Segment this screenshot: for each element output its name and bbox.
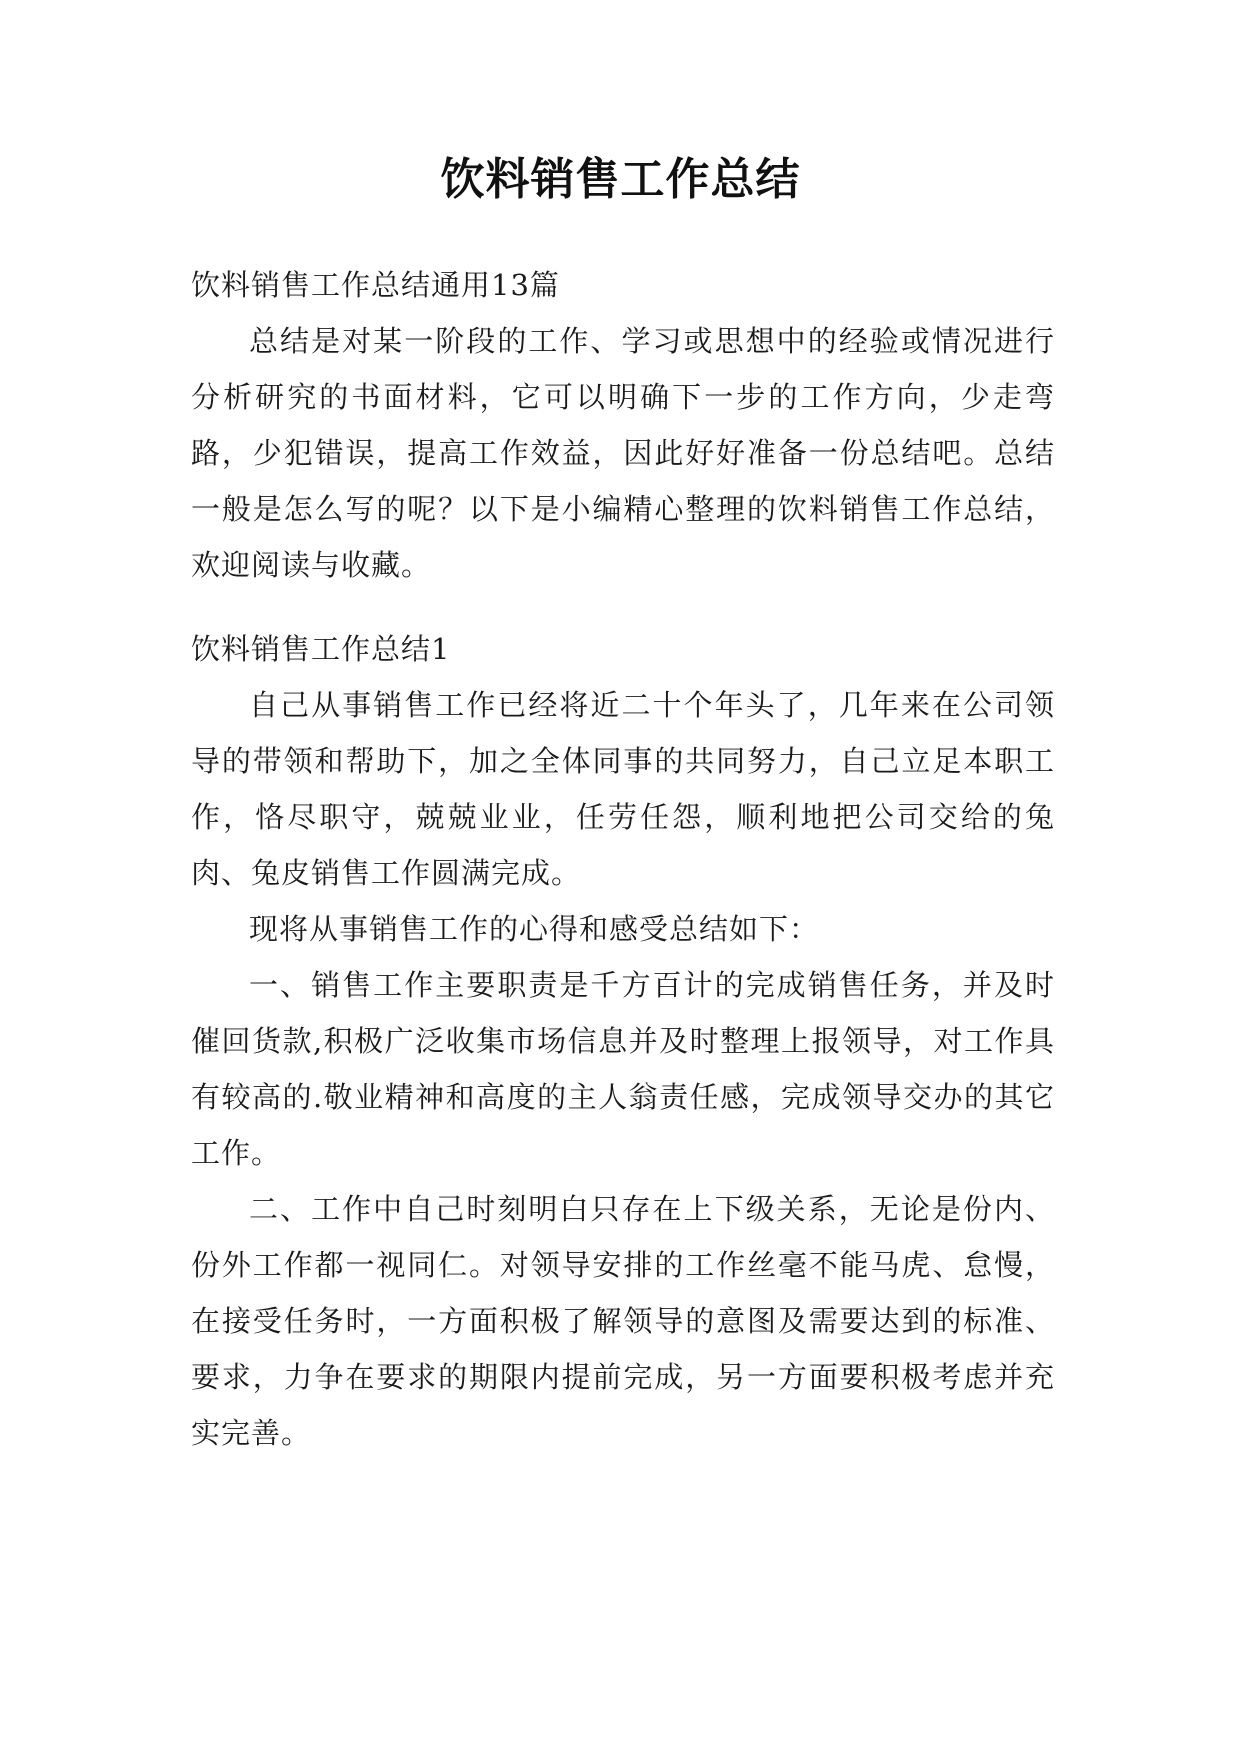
body-paragraph-4: 二、工作中自己时刻明白只存在上下级关系，无论是份内、份外工作都一视同仁。对领导安排的工作丝毫不能马虎、怠慢，在接受任务时，一方面积极了解领导的意图及需要达到的标准、要求，力争在要求的期限内提前完成，另一方面要积极考虑并充实完善。: [191, 1192, 1055, 1450]
section-heading: 饮料销售工作总结1: [191, 632, 451, 666]
section-body: [191, 677, 1055, 1461]
intro-block: [191, 313, 1055, 593]
intro-paragraph: 总结是对某一阶段的工作、学习或思想中的经验或情况进行分析研究的书面材料，它可以明确下一步的工作方向，少走弯路，少犯错误，提高工作效益，因此好好准备一份总结吧。总结一般是怎么写的呢？以下是小编精心整理的饮料销售工作总结，欢迎阅读与收藏。: [191, 324, 1055, 582]
body-paragraph-2: 现将从事销售工作的心得和感受总结如下：: [249, 912, 820, 946]
body-paragraph-3: 一、销售工作主要职责是千方百计的完成销售任务，并及时催回货款,积极广泛收集市场信息并及时整理上报领导，对工作具有较高的.敬业精神和高度的主人翁责任感，完成领导交办的其它工作。: [191, 968, 1055, 1170]
document-title: 饮料销售工作总结: [440, 154, 801, 205]
body-paragraph-1: 自己从事销售工作已经将近二十个年头了，几年来在公司领导的带领和帮助下，加之全体同事的共同努力，自己立足本职工作，恪尽职守，兢兢业业，任劳任怨，顺利地把公司交给的兔肉、兔皮销售工作圆满完成。: [191, 688, 1055, 890]
document-subtitle: 饮料销售工作总结通用13篇: [191, 268, 560, 302]
